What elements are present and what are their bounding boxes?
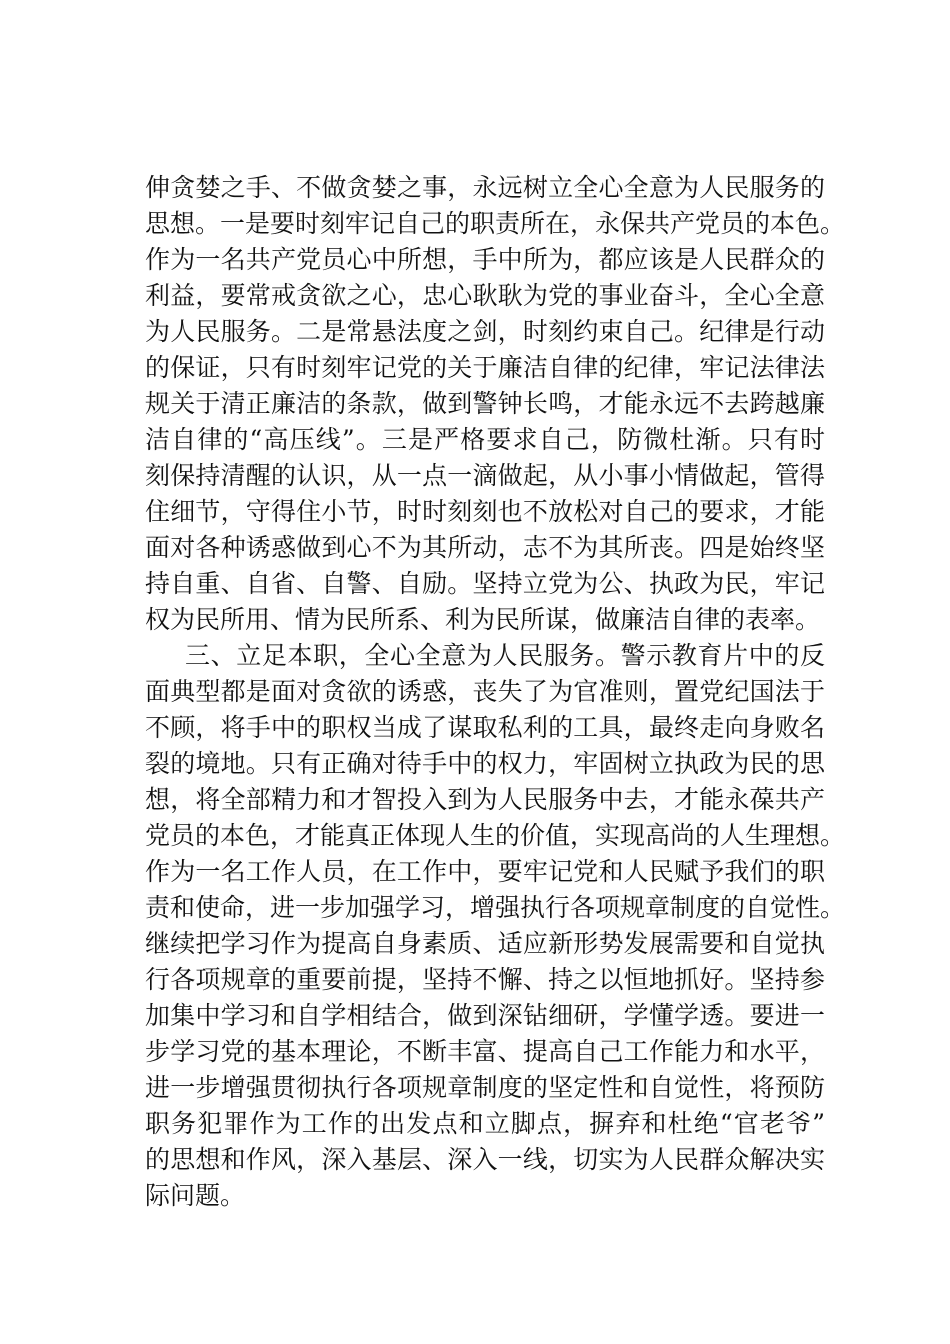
- body-line: 的思想和作风，深入基层、深入一线，切实为人民群众解决实: [145, 1145, 825, 1174]
- body-line: 继续把学习作为提高自身素质、适应新形势发展需要和自觉执: [145, 929, 825, 958]
- body-line: 为人民服务。二是常悬法度之剑，时刻约束自己。纪律是行动: [145, 317, 825, 346]
- paragraph-start-line: 三、立足本职，全心全意为人民服务。警示教育片中的反: [185, 641, 825, 670]
- body-line: 作为一名工作人员，在工作中，要牢记党和人民赋予我们的职: [145, 857, 825, 886]
- body-line: 步学习党的基本理论，不断丰富、提高自己工作能力和水平，: [145, 1037, 825, 1066]
- body-line: 规关于清正廉洁的条款，做到警钟长鸣，才能永远不去跨越廉: [145, 389, 825, 418]
- body-line: 刻保持清醒的认识，从一点一滴做起，从小事小情做起，管得: [145, 461, 825, 490]
- body-line: 职务犯罪作为工作的出发点和立脚点，摒弃和杜绝“官老爷”: [145, 1109, 825, 1138]
- body-line: 伸贪婪之手、不做贪婪之事，永远树立全心全意为人民服务的: [145, 173, 825, 202]
- body-line: 利益，要常戒贪欲之心，忠心耿耿为党的事业奋斗，全心全意: [145, 281, 825, 310]
- body-line: 际问题。: [145, 1181, 246, 1210]
- body-line: 加集中学习和自学相结合，做到深钻细研，学懂学透。要进一: [145, 1001, 825, 1030]
- body-line: 进一步增强贯彻执行各项规章制度的坚定性和自觉性，将预防: [145, 1073, 825, 1102]
- body-line: 洁自律的“高压线”。三是严格要求自己，防微杜渐。只有时: [145, 425, 825, 454]
- body-line: 想，将全部精力和才智投入到为人民服务中去，才能永葆共产: [145, 785, 825, 814]
- body-line: 裂的境地。只有正确对待手中的权力，牢固树立执政为民的思: [145, 749, 825, 778]
- body-line: 面对各种诱惑做到心不为其所动，志不为其所丧。四是始终坚: [145, 533, 825, 562]
- body-line: 责和使命，进一步加强学习，增强执行各项规章制度的自觉性。: [145, 893, 846, 922]
- body-line: 住细节，守得住小节，时时刻刻也不放松对自己的要求，才能: [145, 497, 825, 526]
- body-line: 党员的本色，才能真正体现人生的价值，实现高尚的人生理想。: [145, 821, 846, 850]
- body-line: 的保证，只有时刻牢记党的关于廉洁自律的纪律，牢记法律法: [145, 353, 825, 382]
- body-line: 行各项规章的重要前提，坚持不懈、持之以恒地抓好。坚持参: [145, 965, 825, 994]
- body-line: 作为一名共产党员心中所想，手中所为，都应该是人民群众的: [145, 245, 825, 274]
- body-line: 思想。一是要时刻牢记自己的职责所在，永保共产党员的本色。: [145, 209, 846, 238]
- body-line: 不顾，将手中的职权当成了谋取私利的工具，最终走向身败名: [145, 713, 825, 742]
- body-line: 持自重、自省、自警、自励。坚持立党为公、执政为民，牢记: [145, 569, 825, 598]
- body-line: 权为民所用、情为民所系、利为民所谋，做廉洁自律的表率。: [145, 605, 821, 634]
- body-line: 面典型都是面对贪欲的诱惑，丧失了为官准则，置党纪国法于: [145, 677, 825, 706]
